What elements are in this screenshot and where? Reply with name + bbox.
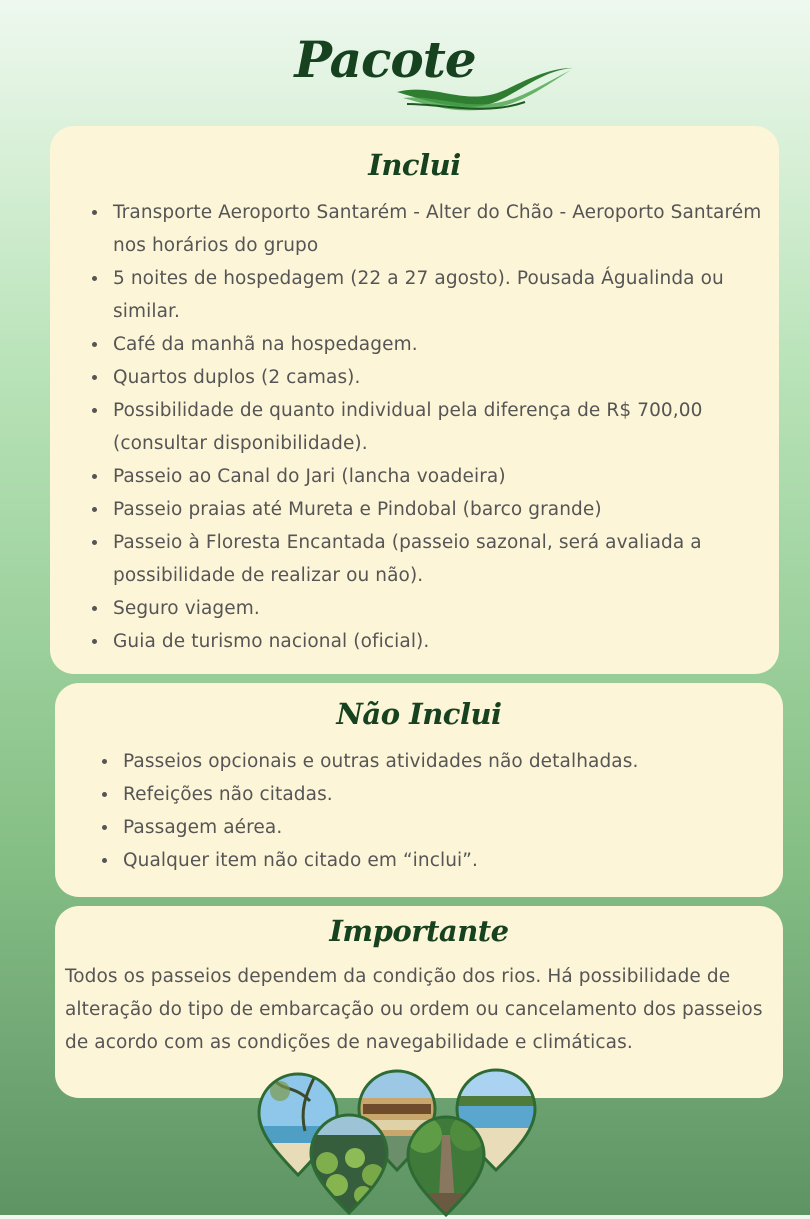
importante-heading: Importante bbox=[329, 914, 509, 948]
nao-inclui-card bbox=[55, 683, 783, 897]
nao-inclui-heading: Não Inclui bbox=[336, 697, 502, 731]
water-lilies-photo-pin bbox=[307, 1113, 391, 1217]
page-title: Pacote bbox=[294, 30, 476, 89]
inclui-card bbox=[50, 126, 779, 674]
list-item: Café da manhã na hospedagem. bbox=[113, 328, 763, 361]
leaf-swoosh-decoration bbox=[395, 60, 575, 115]
list-item: Possibilidade de quanto individual pela diferença de R$ 700,00 (consultar disponibilidade). bbox=[113, 394, 763, 460]
list-item: Transporte Aeroporto Santarém - Alter do Chão - Aeroporto Santarém nos horários do grupo bbox=[113, 196, 763, 262]
inclui-list bbox=[113, 196, 763, 658]
list-item: Passeios opcionais e outras atividades não detalhadas. bbox=[123, 745, 763, 778]
importante-text: Todos os passeios dependem da condição dos rios. Há possibilidade de alteração do tipo de embarcação ou ordem ou cancelamento dos passeios de acordo com as condições de navegabilidade e climáticas. bbox=[65, 966, 763, 1053]
inclui-heading: Inclui bbox=[368, 148, 461, 182]
list-item: Passeio à Floresta Encantada (passeio sazonal, será avaliada a possibilidade de realizar ou não). bbox=[113, 526, 763, 592]
list-item: Quartos duplos (2 camas). bbox=[113, 361, 763, 394]
nao-inclui-list bbox=[123, 745, 763, 877]
list-item: Passeio ao Canal do Jari (lancha voadeira) bbox=[113, 460, 763, 493]
list-item: Guia de turismo nacional (oficial). bbox=[113, 625, 763, 658]
list-item: Passeio praias até Mureta e Pindobal (barco grande) bbox=[113, 493, 763, 526]
list-item: Qualquer item não citado em “inclui”. bbox=[123, 844, 763, 877]
list-item: 5 noites de hospedagem (22 a 27 agosto). Pousada Águalinda ou similar. bbox=[113, 262, 763, 328]
forest-tree-photo-pin bbox=[404, 1115, 488, 1219]
photo-pins-group bbox=[250, 1065, 550, 1215]
list-item: Passagem aérea. bbox=[123, 811, 763, 844]
list-item: Refeições não citadas. bbox=[123, 778, 763, 811]
list-item: Seguro viagem. bbox=[113, 592, 763, 625]
